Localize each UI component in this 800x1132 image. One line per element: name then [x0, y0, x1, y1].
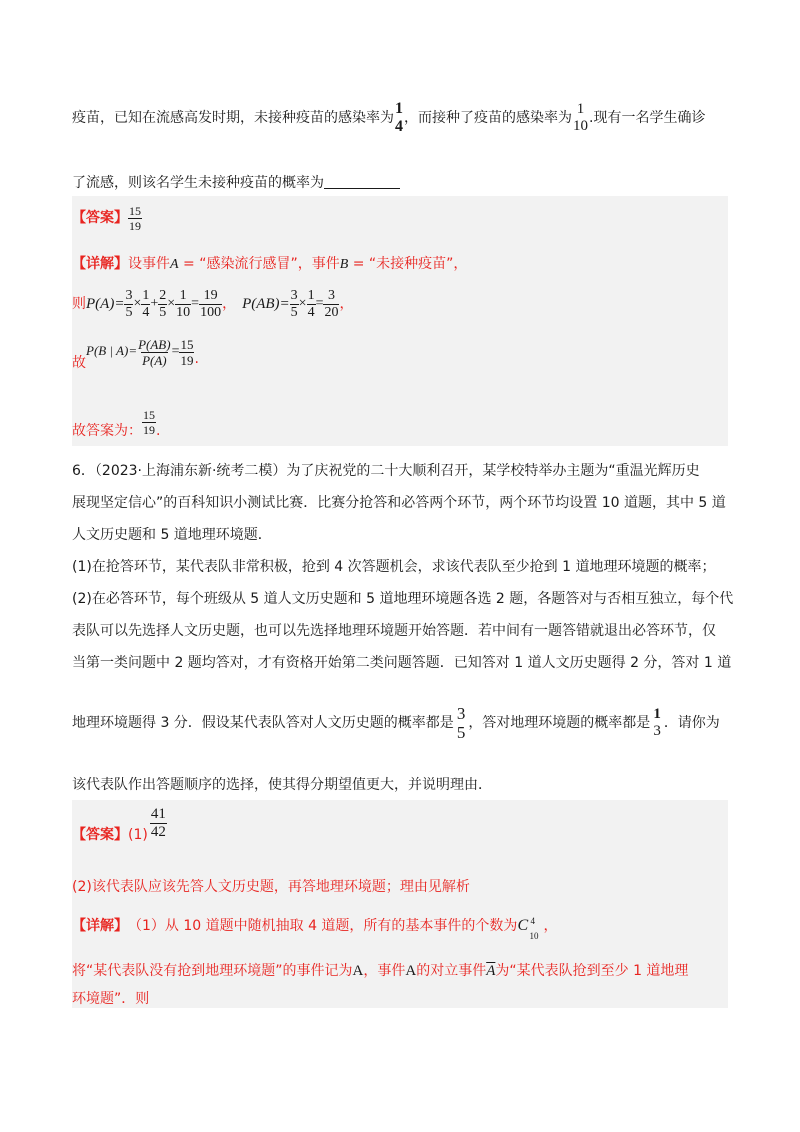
pab-expr: P(AB)=: [242, 296, 290, 312]
cond-result: $\frac{15}{19}$: [180, 336, 194, 368]
p6-line1: 6．（2023·上海浦东新·统考二模）为了庆祝党的二十大顺利召开，某学校特举办主题为“重温光辉历史: [72, 463, 700, 479]
p5-pa-line: 则 P(A)= $\frac{3}{5}$ × $\frac{1}{4}$ + $\frac{2}{5}$ × $\frac{1}{10}$ = $\frac{19}{100}$ ， P(AB)= $\frac{3}{5}$ × $\frac{1}{4}$ = $\frac{3}{20}$ ，: [72, 287, 354, 320]
detail-label: 【详解】: [72, 256, 128, 272]
pab-frac-1: $\frac{3}{5}$: [290, 287, 298, 320]
cond-expr: P(B | A)=: [86, 343, 138, 358]
pab-frac-2: $\frac{1}{4}$: [307, 287, 315, 320]
event-a-bar: $\overline{A}$: [486, 963, 496, 979]
p5-line1-b: ，而接种了疫苗的感染率为: [404, 110, 572, 126]
pa-frac-4: $\frac{1}{10}$: [176, 287, 191, 320]
answer-label: 【答案】: [72, 210, 128, 226]
p6-q2-line3: 当第一类问题中 2 题均答对，才有资格开始第二类问题答题．已知答对 1 道人文历史题得 2 分，答对 1 道: [72, 655, 732, 671]
p6-q2-line1: (2)在必答环节，每个班级从 5 道人文历史题和 5 道地理环境题各选 2 题，各题答对与否相互独立，每个代: [72, 591, 734, 607]
p6-detail-3: 环境题”．则: [72, 991, 150, 1007]
p5-line2: 了流感，则该名学生未接种疫苗的概率为: [72, 174, 400, 192]
pa-frac-3: $\frac{2}{5}$: [159, 287, 167, 320]
p6-detail-1: 【详解】 （1）从 10 道题中随机抽取 4 道题，所有的基本事件的个数为 C 4 10 ，: [72, 916, 558, 941]
final-fraction: $\frac{15}{19}$: [143, 407, 155, 437]
frac-one-quarter: 1 4: [395, 100, 403, 135]
ans1-fraction: $\frac{41}{42}$: [150, 805, 166, 840]
p6-q2-line4: 地理环境题得 3 分．假设某代表队答对人文历史题的概率都是 3 5 ，答对地理环境题的概率都是 1 3 ．请你为: [72, 704, 720, 742]
p6-line3: 人文历史题和 5 道地理环境题．: [72, 527, 272, 543]
answer-blank: [324, 174, 400, 189]
frac-one-third: 1 3: [653, 706, 661, 739]
p6-answer-1: 【答案】 (1) $\frac{41}{42}$: [72, 805, 166, 843]
frac-three-fifths: 3 5: [456, 704, 466, 742]
pa-expr: P(A)=: [86, 296, 125, 312]
answer-label: 【答案】: [72, 827, 128, 843]
p5-line1-a: 疫苗，已知在流感高发时期，未接种疫苗的感染率为: [72, 110, 394, 126]
pa-frac-1: $\frac{3}{5}$: [125, 287, 133, 320]
p6-line2: 展现坚定信心”的百科知识小测试比赛．比赛分抢答和必答两个环节，两个环节均设置 10 道题，其中 5 道: [72, 495, 726, 511]
p5-line1-c: .现有一名学生确诊: [589, 110, 706, 126]
p6-q1: (1)在抢答环节，某代表队非常积极，抢到 4 次答题机会，求该代表队至少抢到 1 道地理环境题的概率；: [72, 559, 716, 575]
p5-line1: [72, 96, 705, 140]
p6-answer-2: (2)该代表队应该先答人文历史题，再答地理环境题；理由见解析: [72, 879, 470, 895]
pa-result: $\frac{19}{100}$: [200, 287, 222, 320]
p6-q2-line2: 表队可以先选择人文历史题，也可以先选择地理环境题开始答题．若中间有一题答错就退出必答环节，仅: [72, 623, 716, 639]
p6-detail-2: 将“某代表队没有抢到地理环境题”的事件记为A，事件A的对立事件$\overline{A}$为“某代表队抢到至少 1 道地理: [72, 963, 689, 979]
p5-answer: [72, 200, 142, 236]
frac-one-tenth: 1 10: [573, 101, 588, 134]
p5-final-answer: 故答案为： $\frac{15}{19}$ .: [72, 407, 161, 439]
answer-fraction: $\frac{15}{19}$: [129, 203, 141, 233]
pab-result: $\frac{3}{20}$: [324, 287, 339, 320]
p5-cond-line: 故 P(B | A)= $\frac{P(AB)}{P(A)}$ = $\frac{15}{19}$ .: [72, 336, 199, 371]
detail-label: 【详解】: [72, 918, 128, 934]
cond-frac: $\frac{P(AB)}{P(A)}$: [138, 336, 171, 368]
p6-q2-line5: 该代表队作出答题顺序的选择，使其得分期望值更大，并说明理由．: [72, 777, 492, 793]
pa-frac-2: $\frac{1}{4}$: [142, 287, 150, 320]
combination-symbol: C 4 10: [517, 916, 539, 941]
p5-detail-line: 【详解】设事件A = “感染流行感冒”，事件B = “未接种疫苗”，: [72, 256, 468, 272]
